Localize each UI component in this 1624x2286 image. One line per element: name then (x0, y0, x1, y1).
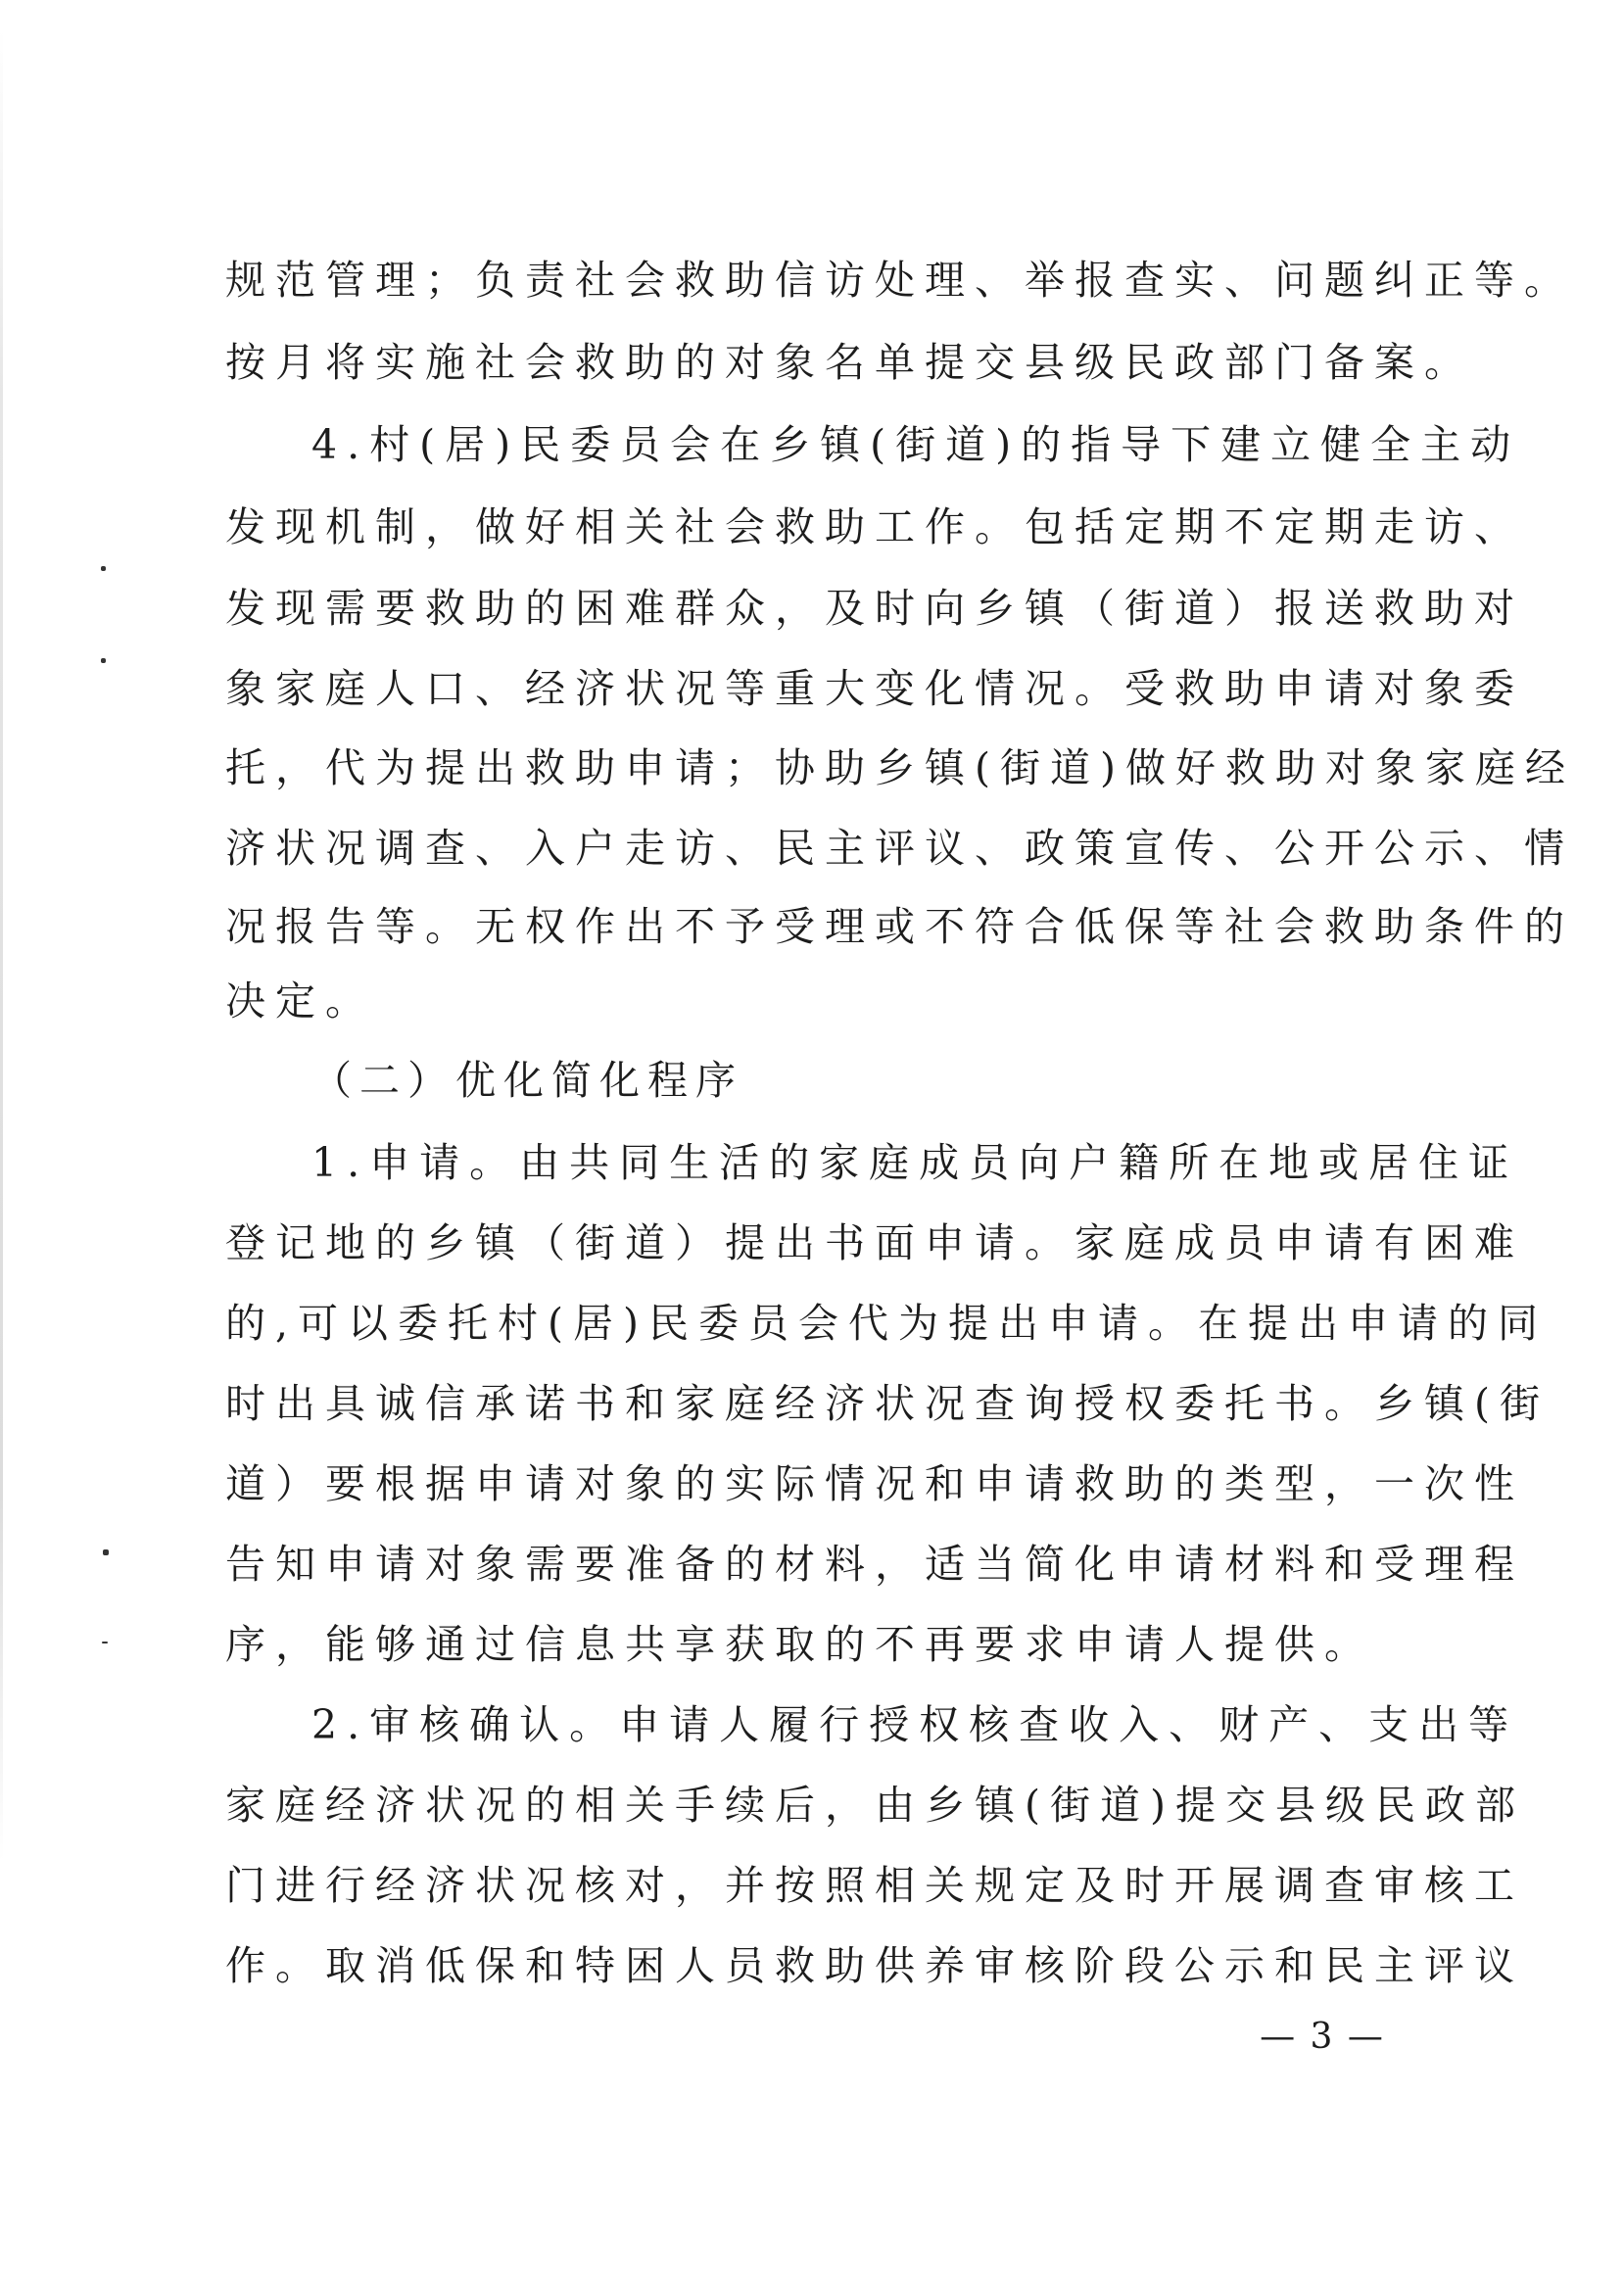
body-line-9: 况报告等。无权作出不予受理或不符合低保等社会救助条件的 (225, 903, 1574, 950)
body-line-8: 济状况调查、入户走访、民主评议、政策宣传、公开公示、情 (225, 825, 1574, 872)
body-line-13: 登记地的乡镇（街道）提出书面申请。家庭成员申请有困难 (225, 1219, 1524, 1266)
body-line-1: 规范管理；负责社会救助信访处理、举报查实、问题纠正等。 (225, 257, 1574, 304)
section-heading: （二）优化简化程序 (311, 1057, 743, 1104)
page-number: — 3 — (1260, 2017, 1385, 2057)
body-line-12: 1.申请。由共同生活的家庭成员向户籍所在地或居住证 (311, 1139, 1519, 1186)
body-line-18: 序，能够通过信息共享获取的不再要求申请人提供。 (225, 1621, 1374, 1668)
body-line-4: 发现机制，做好相关社会救助工作。包括定期不定期走访、 (225, 503, 1524, 550)
body-line-15: 时出具诚信承诺书和家庭经济状况查询授权委托书。乡镇(街 (225, 1380, 1550, 1427)
body-line-3: 4.村(居)民委员会在乡镇(街道)的指导下建立健全主动 (311, 421, 1521, 468)
body-line-22: 作。取消低保和特困人员救助供养审核阶段公示和民主评议 (225, 1942, 1524, 1989)
body-line-7: 托，代为提出救助申请；协助乡镇(街道)做好救助对象家庭经 (225, 744, 1575, 791)
body-line-6: 象家庭人口、经济状况等重大变化情况。受救助申请对象委 (225, 665, 1524, 712)
scan-speck (101, 566, 106, 571)
scan-speck (103, 1549, 109, 1555)
body-line-17: 告知申请对象需要准备的材料，适当简化申请材料和受理程 (225, 1541, 1524, 1588)
body-line-20: 家庭经济状况的相关手续后，由乡镇(街道)提交县级民政部 (225, 1782, 1525, 1829)
body-line-10: 决定。 (225, 977, 375, 1024)
scan-edge-shadow (0, 29, 3, 1861)
body-line-5: 发现需要救助的困难群众，及时向乡镇（街道）报送救助对 (225, 585, 1524, 632)
body-line-14: 的,可以委托村(居)民委员会代为提出申请。在提出申请的同 (225, 1300, 1549, 1347)
scan-speck (102, 1642, 108, 1643)
scan-speck (101, 658, 106, 663)
body-line-21: 门进行经济状况核对，并按照相关规定及时开展调查审核工 (225, 1862, 1524, 1909)
body-line-16: 道）要根据申请对象的实际情况和申请救助的类型，一次性 (225, 1460, 1524, 1507)
body-line-19: 2.审核确认。申请人履行授权核查收入、财产、支出等 (311, 1701, 1519, 1748)
body-line-2: 按月将实施社会救助的对象名单提交县级民政部门备案。 (225, 339, 1474, 386)
